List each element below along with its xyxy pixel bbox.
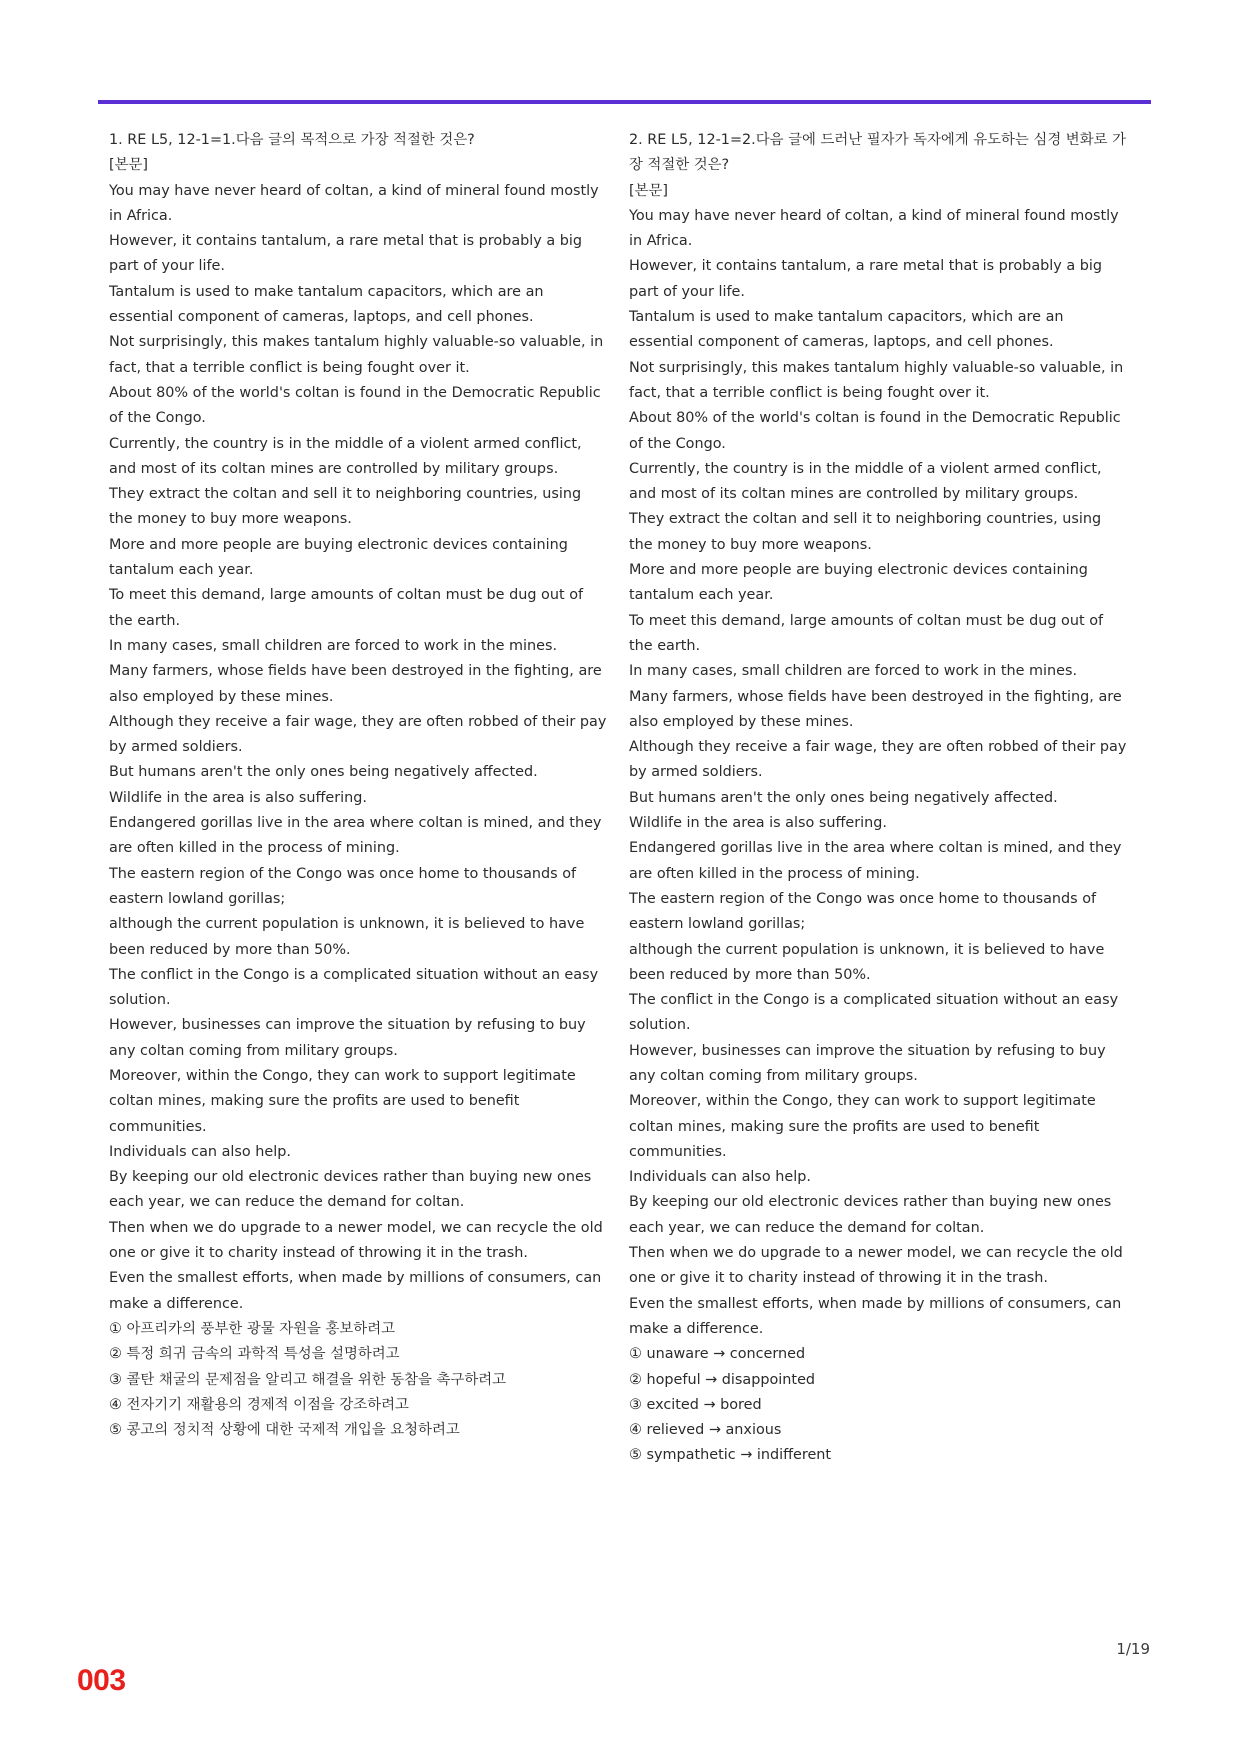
passage-sentence: Not surprisingly, this makes tantalum highly valuable-so valuable, in fact, that a terrible conflict is being fought over it. bbox=[109, 334, 604, 376]
answer-choice: ④ 전자기기 재활용의 경제적 이점을 강조하려고 bbox=[109, 1396, 409, 1413]
passage-sentence: Even the smallest efforts, when made by millions of consumers, can make a difference. bbox=[629, 1295, 1122, 1337]
passage-sentence: Currently, the country is in the middle of a violent armed conflict, and most of its coltan mines are controlled by military groups. bbox=[109, 435, 582, 477]
passage-sentence: Although they receive a fair wage, they are often robbed of their pay by armed soldiers. bbox=[109, 713, 607, 756]
passage-sentence: Individuals can also help. bbox=[629, 1169, 811, 1186]
choices bbox=[629, 1342, 1129, 1468]
answer-choice: ② hopeful → disappointed bbox=[629, 1371, 816, 1388]
answer-choice: ③ 콜탄 채굴의 문제점을 알리고 해결을 위한 동참을 촉구하려고 bbox=[109, 1371, 507, 1388]
passage-sentence: Wildlife in the area is also suffering. bbox=[109, 789, 367, 806]
passage-sentence: In many cases, small children are forced to work in the mines. bbox=[109, 637, 558, 654]
passage-sentence: Tantalum is used to make tantalum capacitors, which are an essential component of cameras, laptops, and cell phones. bbox=[109, 283, 544, 326]
passage-sentence: Tantalum is used to make tantalum capacitors, which are an essential component of cameras, laptops, and cell phones. bbox=[629, 309, 1064, 351]
passage-sentence: But humans aren't the only ones being negatively affected. bbox=[629, 789, 1058, 806]
passage-sentence: Not surprisingly, this makes tantalum highly valuable-so valuable, in fact, that a terrible conflict is being fought over it. bbox=[629, 359, 1124, 401]
passage-sentence: Individuals can also help. bbox=[109, 1143, 291, 1160]
passage-sentence: However, it contains tantalum, a rare metal that is probably a big part of your life. bbox=[109, 233, 583, 275]
passage-sentence: Currently, the country is in the middle of a violent armed conflict, and most of its coltan mines are controlled by military groups. bbox=[629, 460, 1102, 503]
section-label: [본문] bbox=[109, 157, 149, 174]
question-title: 2. RE L5, 12-1=2.다음 글에 드러난 필자가 독자에게 유도하는 심경 변화로 가장 적절한 것은? bbox=[629, 132, 1126, 174]
answer-choice: ③ excited → bored bbox=[629, 1396, 762, 1413]
passage-sentence: The eastern region of the Congo was once home to thousands of eastern lowland gorillas; bbox=[629, 890, 1097, 933]
section-label: [본문] bbox=[629, 182, 669, 199]
passage-sentence: More and more people are buying electronic devices containing tantalum each year. bbox=[629, 562, 1088, 604]
passage-sentence: although the current population is unknown, it is believed to have been reduced by more than 50%. bbox=[629, 941, 1105, 983]
passage-sentence: In many cases, small children are forced to work in the mines. bbox=[629, 663, 1078, 680]
answer-choice: ⑤ sympathetic → indifferent bbox=[629, 1447, 832, 1464]
answer-choice: ⑤ 콩고의 정치적 상황에 대한 국제적 개입을 요청하려고 bbox=[109, 1422, 460, 1439]
passage-sentence: Although they receive a fair wage, they are often robbed of their pay by armed soldiers. bbox=[629, 739, 1127, 781]
header-divider bbox=[98, 100, 1151, 104]
passage-sentence: But humans aren't the only ones being negatively affected. bbox=[109, 764, 538, 781]
passage-sentence: Many farmers, whose fields have been destroyed in the fighting, are also employed by these mines. bbox=[109, 663, 602, 705]
passage bbox=[109, 179, 609, 1317]
question-1 bbox=[109, 128, 609, 1443]
question-2 bbox=[629, 128, 1129, 1469]
passage-sentence: Endangered gorillas live in the area where coltan is mined, and they are often killed in the process of mining. bbox=[629, 840, 1122, 882]
passage-sentence: You may have never heard of coltan, a kind of mineral found mostly in Africa. bbox=[629, 207, 1119, 250]
answer-choice: ① 아프리카의 풍부한 광물 자원을 홍보하려고 bbox=[109, 1320, 395, 1337]
passage-sentence: By keeping our old electronic devices rather than buying new ones each year, we can reduce the demand for coltan. bbox=[629, 1194, 1112, 1236]
passage bbox=[629, 204, 1129, 1342]
question-title: 1. RE L5, 12-1=1.다음 글의 목적으로 가장 적절한 것은? bbox=[109, 132, 475, 148]
passage-sentence: By keeping our old electronic devices rather than buying new ones each year, we can reduce the demand for coltan. bbox=[109, 1169, 592, 1211]
passage-sentence: The conflict in the Congo is a complicated situation without an easy solution. bbox=[629, 992, 1119, 1034]
choices bbox=[109, 1317, 609, 1443]
passage-sentence: Many farmers, whose fields have been destroyed in the fighting, are also employed by these mines. bbox=[629, 688, 1122, 730]
passage-sentence: Moreover, within the Congo, they can work to support legitimate coltan mines, making sure the profits are used to benefit communities. bbox=[109, 1067, 576, 1135]
passage-sentence: They extract the coltan and sell it to neighboring countries, using the money to buy more weapons. bbox=[629, 511, 1102, 553]
passage-sentence: You may have never heard of coltan, a kind of mineral found mostly in Africa. bbox=[109, 182, 599, 224]
document-code: 003 bbox=[77, 1664, 126, 1697]
passage-sentence: To meet this demand, large amounts of coltan must be dug out of the earth. bbox=[629, 612, 1104, 654]
passage-sentence: More and more people are buying electronic devices containing tantalum each year. bbox=[109, 536, 568, 579]
passage-sentence: Then when we do upgrade to a newer model, we can recycle the old one or give it to charity instead of throwing it in the trash. bbox=[109, 1219, 603, 1262]
passage-sentence: Moreover, within the Congo, they can work to support legitimate coltan mines, making sure the profits are used to benefit communities. bbox=[629, 1093, 1096, 1160]
passage-sentence: They extract the coltan and sell it to neighboring countries, using the money to buy more weapons. bbox=[109, 486, 582, 528]
passage-sentence: Then when we do upgrade to a newer model, we can recycle the old one or give it to charity instead of throwing it in the trash. bbox=[629, 1245, 1123, 1287]
passage-sentence: Wildlife in the area is also suffering. bbox=[629, 815, 887, 832]
passage-sentence: However, it contains tantalum, a rare metal that is probably a big part of your life. bbox=[629, 258, 1103, 300]
passage-sentence: However, businesses can improve the situation by refusing to buy any coltan coming from military groups. bbox=[629, 1042, 1106, 1084]
answer-choice: ① unaware → concerned bbox=[629, 1346, 806, 1363]
passage-sentence: Even the smallest efforts, when made by millions of consumers, can make a difference. bbox=[109, 1270, 602, 1312]
answer-choice: ② 특정 희귀 금속의 과학적 특성을 설명하려고 bbox=[109, 1346, 400, 1363]
page-number: 1/19 bbox=[1116, 1640, 1150, 1658]
passage-sentence: Endangered gorillas live in the area where coltan is mined, and they are often killed in the process of mining. bbox=[109, 815, 602, 857]
passage-sentence: However, businesses can improve the situation by refusing to buy any coltan coming from military groups. bbox=[109, 1017, 586, 1059]
answer-choice: ④ relieved → anxious bbox=[629, 1422, 782, 1439]
passage-sentence: About 80% of the world's coltan is found in the Democratic Republic of the Congo. bbox=[109, 384, 601, 427]
passage-sentence: About 80% of the world's coltan is found in the Democratic Republic of the Congo. bbox=[629, 410, 1121, 452]
passage-sentence: The eastern region of the Congo was once home to thousands of eastern lowland gorillas; bbox=[109, 865, 577, 907]
passage-sentence: To meet this demand, large amounts of coltan must be dug out of the earth. bbox=[109, 587, 584, 629]
passage-sentence: although the current population is unknown, it is believed to have been reduced by more than 50%. bbox=[109, 916, 585, 958]
passage-sentence: The conflict in the Congo is a complicated situation without an easy solution. bbox=[109, 966, 599, 1009]
